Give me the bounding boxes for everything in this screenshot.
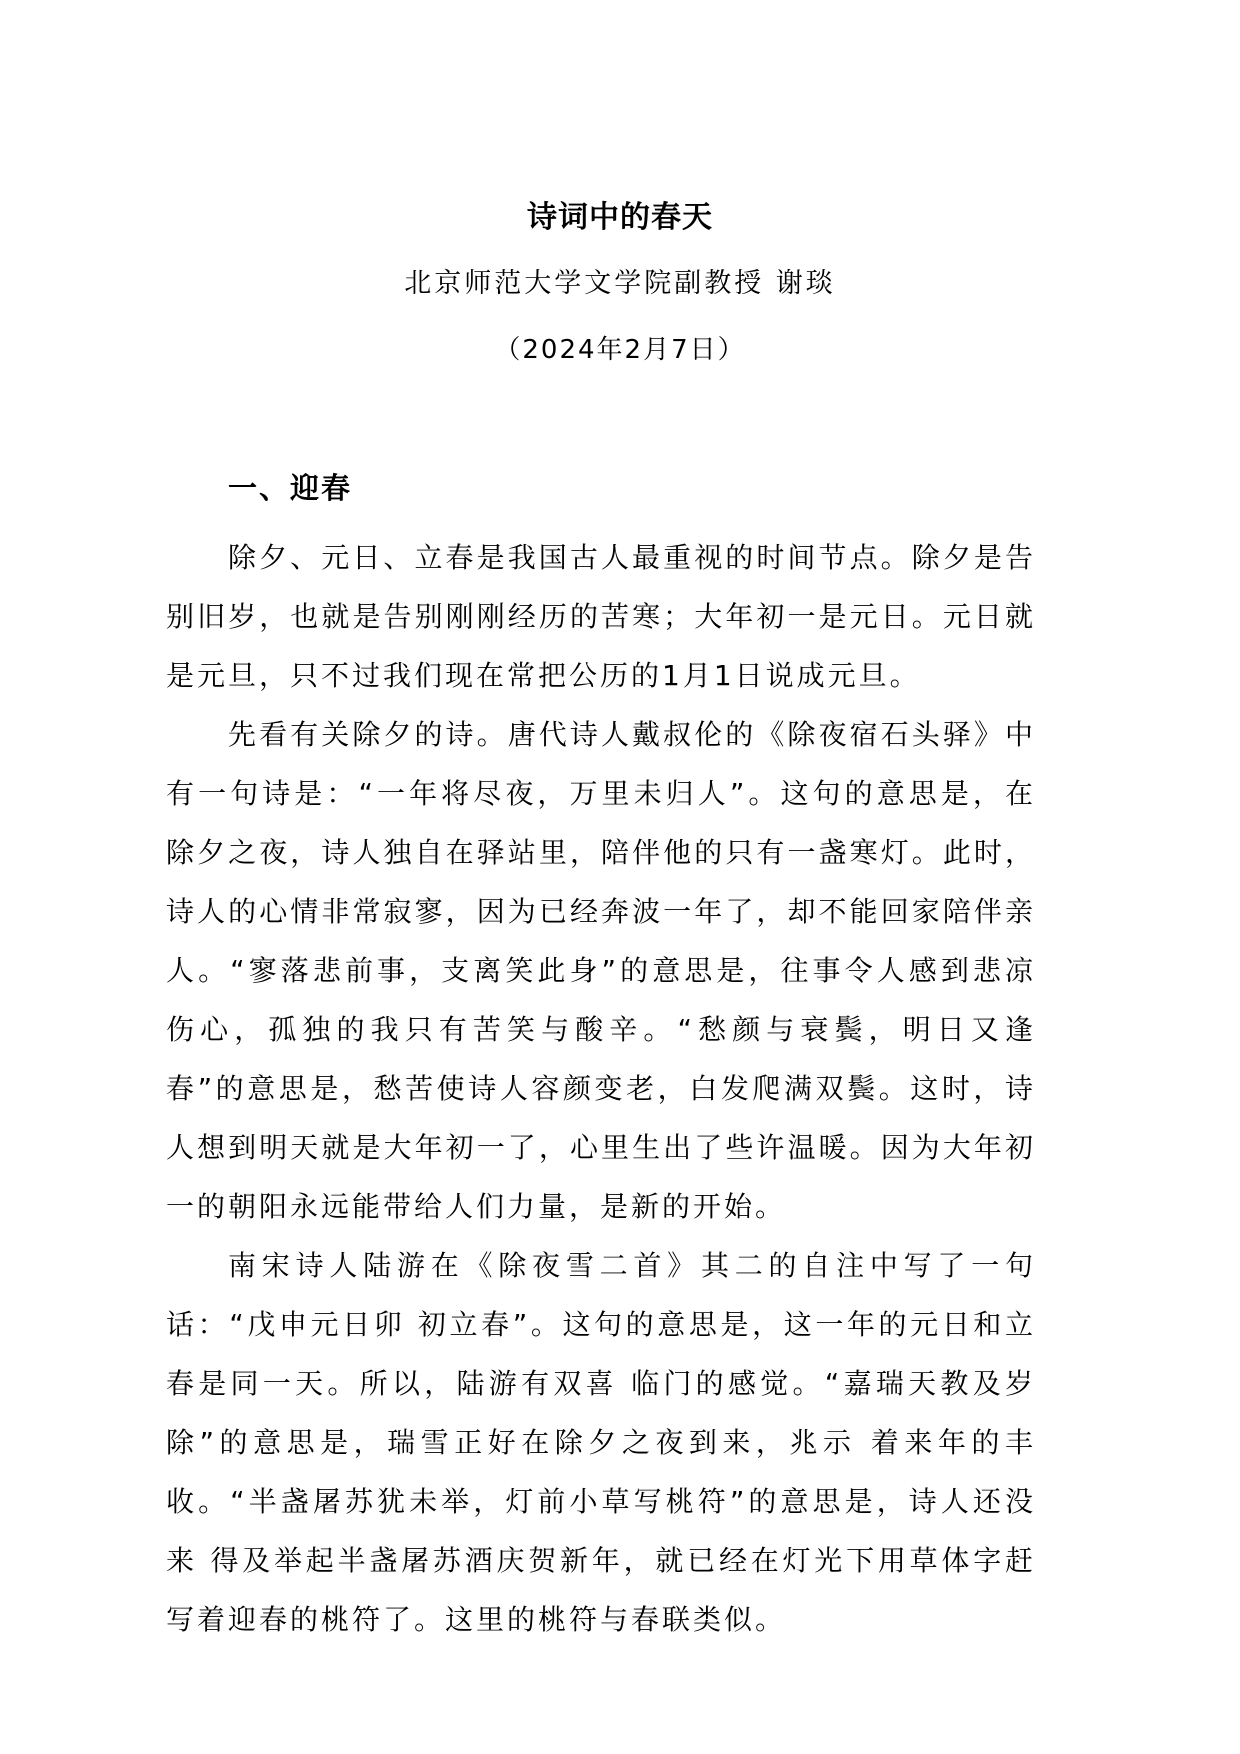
paragraph: 先看有关除夕的诗。唐代诗人戴叔伦的《除夜宿石头驿》中有一句诗是：“一年将尽夜，万里未归人”。这句的意思是，在除夕之夜，诗人独自在驿站里，陪伴他的只有一盏寒灯。此时，诗人的心情非常寂寥，因为已经奔波一年了，却不能回家陪伴亲人。“寥落悲前事，支离笑此身”的意思是，往事令人感到悲凉伤心，孤独的我只有苦笑与酸辛。“愁颜与衰鬓，明日又逢春”的意思是，愁苦使诗人容颜变老，白发爬满双鬓。这时，诗人想到明天就是大年初一了，心里生出了些许温暖。因为大年初一的朝阳永远能带给人们力量，是新的开始。 (166, 718, 1036, 1223)
section-body (166, 528, 1036, 1649)
document-title: 诗词中的春天 (527, 200, 713, 235)
date-line: （2024年2月7日） (494, 335, 746, 365)
paragraph: 除夕、元日、立春是我国古人最重视的时间节点。除夕是告别旧岁，也就是告别刚刚经历的苦寒；大年初一是元日。元日就是元旦，只不过我们现在常把公历的1月1日说成元旦。 (166, 541, 1036, 692)
section-heading: 一、迎春 (228, 471, 353, 505)
author-line: 北京师范大学文学院副教授 谢琰 (404, 268, 836, 299)
paragraph: 南宋诗人陆游在《除夜雪二首》其二的自注中写了一句话：“戊申元日卯 初立春”。这句的意思是，这一年的元日和立春是同一天。所以，陆游有双喜 临门的感觉。“嘉瑞天教及岁除”的意思是，瑞雪正好在除夕之夜到来，兆示 着来年的丰收。“半盏屠苏犹未举，灯前小草写桃符”的意思是，诗人还没来 得及举起半盏屠苏酒庆贺新年，就已经在灯光下用草体字赶写着迎春的桃符了。这里的桃符与春联类似。 (166, 1249, 1036, 1636)
